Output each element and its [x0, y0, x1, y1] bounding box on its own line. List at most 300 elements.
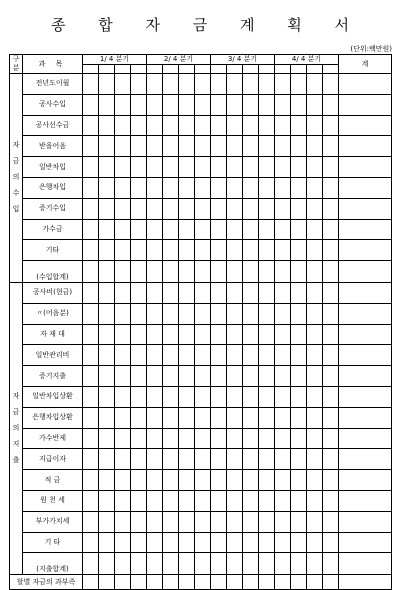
value-cell[interactable]: [147, 136, 163, 157]
value-cell[interactable]: [243, 303, 259, 324]
value-cell[interactable]: [243, 198, 259, 219]
value-cell[interactable]: [147, 198, 163, 219]
value-cell[interactable]: [227, 386, 243, 407]
value-cell[interactable]: [115, 115, 131, 136]
value-cell[interactable]: [275, 386, 291, 407]
value-cell[interactable]: [307, 449, 323, 470]
value-cell[interactable]: [227, 74, 243, 95]
value-cell[interactable]: [259, 157, 275, 178]
value-cell[interactable]: [211, 198, 227, 219]
value-cell[interactable]: [115, 303, 131, 324]
value-cell[interactable]: [227, 407, 243, 428]
value-cell[interactable]: [83, 449, 99, 470]
value-cell[interactable]: [147, 532, 163, 553]
value-cell[interactable]: [275, 115, 291, 136]
value-cell[interactable]: [243, 449, 259, 470]
value-cell[interactable]: [179, 219, 195, 240]
value-cell[interactable]: [307, 553, 323, 575]
value-cell[interactable]: [307, 324, 323, 345]
value-cell[interactable]: [323, 470, 339, 491]
value-cell[interactable]: [195, 449, 211, 470]
value-cell[interactable]: [99, 303, 115, 324]
value-cell[interactable]: [307, 345, 323, 366]
value-cell[interactable]: [83, 490, 99, 511]
value-cell[interactable]: [147, 115, 163, 136]
value-cell[interactable]: [323, 575, 339, 590]
value-cell[interactable]: [339, 115, 392, 136]
value-cell[interactable]: [307, 94, 323, 115]
value-cell[interactable]: [291, 261, 307, 283]
value-cell[interactable]: [259, 115, 275, 136]
value-cell[interactable]: [211, 470, 227, 491]
value-cell[interactable]: [179, 282, 195, 303]
value-cell[interactable]: [115, 324, 131, 345]
value-cell[interactable]: [99, 157, 115, 178]
value-cell[interactable]: [147, 324, 163, 345]
value-cell[interactable]: [83, 74, 99, 95]
value-cell[interactable]: [339, 157, 392, 178]
value-cell[interactable]: [179, 407, 195, 428]
value-cell[interactable]: [275, 157, 291, 178]
value-cell[interactable]: [179, 303, 195, 324]
value-cell[interactable]: [195, 198, 211, 219]
value-cell[interactable]: [323, 261, 339, 283]
value-cell[interactable]: [163, 74, 179, 95]
value-cell[interactable]: [275, 74, 291, 95]
value-cell[interactable]: [99, 345, 115, 366]
value-cell[interactable]: [147, 177, 163, 198]
value-cell[interactable]: [83, 177, 99, 198]
value-cell[interactable]: [307, 532, 323, 553]
value-cell[interactable]: [195, 261, 211, 283]
value-cell[interactable]: [179, 136, 195, 157]
value-cell[interactable]: [227, 470, 243, 491]
value-cell[interactable]: [291, 575, 307, 590]
value-cell[interactable]: [179, 490, 195, 511]
value-cell[interactable]: [243, 428, 259, 449]
value-cell[interactable]: [163, 470, 179, 491]
value-cell[interactable]: [323, 386, 339, 407]
value-cell[interactable]: [323, 177, 339, 198]
value-cell[interactable]: [291, 386, 307, 407]
value-cell[interactable]: [275, 198, 291, 219]
value-cell[interactable]: [275, 240, 291, 261]
value-cell[interactable]: [291, 74, 307, 95]
value-cell[interactable]: [83, 324, 99, 345]
value-cell[interactable]: [211, 261, 227, 283]
value-cell[interactable]: [227, 198, 243, 219]
value-cell[interactable]: [179, 511, 195, 532]
value-cell[interactable]: [179, 366, 195, 387]
value-cell[interactable]: [115, 74, 131, 95]
value-cell[interactable]: [211, 428, 227, 449]
value-cell[interactable]: [323, 532, 339, 553]
value-cell[interactable]: [163, 575, 179, 590]
value-cell[interactable]: [163, 240, 179, 261]
value-cell[interactable]: [179, 115, 195, 136]
value-cell[interactable]: [339, 303, 392, 324]
value-cell[interactable]: [275, 261, 291, 283]
value-cell[interactable]: [307, 74, 323, 95]
value-cell[interactable]: [115, 470, 131, 491]
value-cell[interactable]: [227, 282, 243, 303]
value-cell[interactable]: [259, 366, 275, 387]
value-cell[interactable]: [147, 553, 163, 575]
value-cell[interactable]: [259, 532, 275, 553]
value-cell[interactable]: [83, 282, 99, 303]
value-cell[interactable]: [291, 324, 307, 345]
value-cell[interactable]: [243, 115, 259, 136]
value-cell[interactable]: [99, 136, 115, 157]
value-cell[interactable]: [163, 511, 179, 532]
value-cell[interactable]: [227, 449, 243, 470]
value-cell[interactable]: [211, 240, 227, 261]
value-cell[interactable]: [99, 386, 115, 407]
value-cell[interactable]: [323, 449, 339, 470]
value-cell[interactable]: [131, 511, 147, 532]
value-cell[interactable]: [275, 177, 291, 198]
value-cell[interactable]: [99, 575, 115, 590]
value-cell[interactable]: [275, 532, 291, 553]
value-cell[interactable]: [259, 407, 275, 428]
value-cell[interactable]: [307, 198, 323, 219]
value-cell[interactable]: [179, 575, 195, 590]
value-cell[interactable]: [163, 261, 179, 283]
value-cell[interactable]: [99, 74, 115, 95]
value-cell[interactable]: [147, 575, 163, 590]
value-cell[interactable]: [307, 136, 323, 157]
value-cell[interactable]: [163, 553, 179, 575]
value-cell[interactable]: [227, 177, 243, 198]
value-cell[interactable]: [83, 428, 99, 449]
value-cell[interactable]: [227, 240, 243, 261]
value-cell[interactable]: [275, 282, 291, 303]
value-cell[interactable]: [307, 240, 323, 261]
value-cell[interactable]: [179, 345, 195, 366]
value-cell[interactable]: [211, 303, 227, 324]
value-cell[interactable]: [147, 470, 163, 491]
value-cell[interactable]: [179, 261, 195, 283]
value-cell[interactable]: [291, 303, 307, 324]
value-cell[interactable]: [115, 240, 131, 261]
value-cell[interactable]: [291, 366, 307, 387]
value-cell[interactable]: [211, 553, 227, 575]
value-cell[interactable]: [323, 407, 339, 428]
value-cell[interactable]: [115, 449, 131, 470]
value-cell[interactable]: [83, 198, 99, 219]
value-cell[interactable]: [227, 428, 243, 449]
value-cell[interactable]: [83, 386, 99, 407]
value-cell[interactable]: [339, 428, 392, 449]
value-cell[interactable]: [83, 115, 99, 136]
value-cell[interactable]: [99, 177, 115, 198]
value-cell[interactable]: [99, 470, 115, 491]
value-cell[interactable]: [99, 532, 115, 553]
value-cell[interactable]: [243, 136, 259, 157]
value-cell[interactable]: [307, 511, 323, 532]
value-cell[interactable]: [147, 74, 163, 95]
value-cell[interactable]: [147, 219, 163, 240]
value-cell[interactable]: [259, 511, 275, 532]
value-cell[interactable]: [275, 490, 291, 511]
value-cell[interactable]: [307, 219, 323, 240]
value-cell[interactable]: [243, 177, 259, 198]
value-cell[interactable]: [243, 94, 259, 115]
value-cell[interactable]: [323, 324, 339, 345]
value-cell[interactable]: [339, 177, 392, 198]
value-cell[interactable]: [339, 94, 392, 115]
value-cell[interactable]: [131, 115, 147, 136]
value-cell[interactable]: [131, 470, 147, 491]
value-cell[interactable]: [163, 386, 179, 407]
value-cell[interactable]: [307, 428, 323, 449]
value-cell[interactable]: [131, 407, 147, 428]
value-cell[interactable]: [243, 575, 259, 590]
value-cell[interactable]: [259, 177, 275, 198]
value-cell[interactable]: [163, 366, 179, 387]
value-cell[interactable]: [259, 553, 275, 575]
value-cell[interactable]: [131, 303, 147, 324]
value-cell[interactable]: [131, 240, 147, 261]
value-cell[interactable]: [115, 282, 131, 303]
value-cell[interactable]: [291, 198, 307, 219]
value-cell[interactable]: [115, 261, 131, 283]
value-cell[interactable]: [131, 366, 147, 387]
value-cell[interactable]: [115, 511, 131, 532]
value-cell[interactable]: [131, 553, 147, 575]
value-cell[interactable]: [307, 115, 323, 136]
value-cell[interactable]: [323, 428, 339, 449]
value-cell[interactable]: [275, 470, 291, 491]
value-cell[interactable]: [179, 386, 195, 407]
value-cell[interactable]: [131, 261, 147, 283]
value-cell[interactable]: [195, 136, 211, 157]
value-cell[interactable]: [163, 219, 179, 240]
value-cell[interactable]: [307, 303, 323, 324]
value-cell[interactable]: [211, 490, 227, 511]
value-cell[interactable]: [227, 136, 243, 157]
value-cell[interactable]: [83, 532, 99, 553]
value-cell[interactable]: [339, 261, 392, 283]
value-cell[interactable]: [83, 136, 99, 157]
value-cell[interactable]: [131, 575, 147, 590]
value-cell[interactable]: [339, 74, 392, 95]
value-cell[interactable]: [115, 345, 131, 366]
value-cell[interactable]: [99, 449, 115, 470]
value-cell[interactable]: [179, 198, 195, 219]
value-cell[interactable]: [83, 303, 99, 324]
value-cell[interactable]: [147, 261, 163, 283]
value-cell[interactable]: [291, 240, 307, 261]
value-cell[interactable]: [307, 177, 323, 198]
value-cell[interactable]: [115, 94, 131, 115]
value-cell[interactable]: [195, 74, 211, 95]
value-cell[interactable]: [243, 282, 259, 303]
value-cell[interactable]: [339, 575, 392, 590]
value-cell[interactable]: [307, 282, 323, 303]
value-cell[interactable]: [147, 490, 163, 511]
value-cell[interactable]: [339, 240, 392, 261]
value-cell[interactable]: [115, 366, 131, 387]
value-cell[interactable]: [275, 303, 291, 324]
value-cell[interactable]: [243, 219, 259, 240]
value-cell[interactable]: [259, 449, 275, 470]
value-cell[interactable]: [339, 470, 392, 491]
value-cell[interactable]: [227, 219, 243, 240]
value-cell[interactable]: [211, 177, 227, 198]
value-cell[interactable]: [83, 94, 99, 115]
value-cell[interactable]: [147, 157, 163, 178]
value-cell[interactable]: [291, 282, 307, 303]
value-cell[interactable]: [211, 449, 227, 470]
value-cell[interactable]: [179, 532, 195, 553]
value-cell[interactable]: [275, 345, 291, 366]
value-cell[interactable]: [339, 511, 392, 532]
value-cell[interactable]: [131, 449, 147, 470]
value-cell[interactable]: [211, 94, 227, 115]
value-cell[interactable]: [163, 428, 179, 449]
value-cell[interactable]: [99, 198, 115, 219]
value-cell[interactable]: [291, 136, 307, 157]
value-cell[interactable]: [147, 345, 163, 366]
value-cell[interactable]: [323, 115, 339, 136]
value-cell[interactable]: [131, 136, 147, 157]
value-cell[interactable]: [339, 386, 392, 407]
value-cell[interactable]: [163, 157, 179, 178]
value-cell[interactable]: [275, 449, 291, 470]
value-cell[interactable]: [291, 470, 307, 491]
value-cell[interactable]: [131, 386, 147, 407]
value-cell[interactable]: [211, 74, 227, 95]
value-cell[interactable]: [195, 157, 211, 178]
value-cell[interactable]: [147, 282, 163, 303]
value-cell[interactable]: [291, 553, 307, 575]
value-cell[interactable]: [83, 240, 99, 261]
value-cell[interactable]: [307, 470, 323, 491]
value-cell[interactable]: [211, 157, 227, 178]
value-cell[interactable]: [147, 94, 163, 115]
value-cell[interactable]: [147, 407, 163, 428]
value-cell[interactable]: [291, 407, 307, 428]
value-cell[interactable]: [227, 511, 243, 532]
value-cell[interactable]: [195, 94, 211, 115]
value-cell[interactable]: [99, 428, 115, 449]
value-cell[interactable]: [275, 428, 291, 449]
value-cell[interactable]: [243, 407, 259, 428]
value-cell[interactable]: [307, 366, 323, 387]
value-cell[interactable]: [243, 386, 259, 407]
value-cell[interactable]: [179, 553, 195, 575]
value-cell[interactable]: [83, 157, 99, 178]
value-cell[interactable]: [307, 490, 323, 511]
value-cell[interactable]: [259, 386, 275, 407]
value-cell[interactable]: [179, 94, 195, 115]
value-cell[interactable]: [195, 470, 211, 491]
value-cell[interactable]: [323, 198, 339, 219]
value-cell[interactable]: [83, 470, 99, 491]
value-cell[interactable]: [323, 74, 339, 95]
value-cell[interactable]: [259, 490, 275, 511]
value-cell[interactable]: [115, 407, 131, 428]
value-cell[interactable]: [339, 490, 392, 511]
value-cell[interactable]: [243, 366, 259, 387]
value-cell[interactable]: [195, 366, 211, 387]
value-cell[interactable]: [291, 219, 307, 240]
value-cell[interactable]: [243, 345, 259, 366]
value-cell[interactable]: [307, 157, 323, 178]
value-cell[interactable]: [243, 511, 259, 532]
value-cell[interactable]: [291, 94, 307, 115]
value-cell[interactable]: [307, 386, 323, 407]
value-cell[interactable]: [163, 532, 179, 553]
value-cell[interactable]: [131, 198, 147, 219]
value-cell[interactable]: [99, 219, 115, 240]
value-cell[interactable]: [163, 94, 179, 115]
value-cell[interactable]: [131, 157, 147, 178]
value-cell[interactable]: [291, 345, 307, 366]
value-cell[interactable]: [339, 136, 392, 157]
value-cell[interactable]: [131, 177, 147, 198]
value-cell[interactable]: [163, 282, 179, 303]
value-cell[interactable]: [307, 261, 323, 283]
value-cell[interactable]: [115, 136, 131, 157]
value-cell[interactable]: [163, 177, 179, 198]
value-cell[interactable]: [147, 428, 163, 449]
value-cell[interactable]: [259, 282, 275, 303]
value-cell[interactable]: [211, 219, 227, 240]
value-cell[interactable]: [323, 240, 339, 261]
value-cell[interactable]: [195, 532, 211, 553]
value-cell[interactable]: [83, 261, 99, 283]
value-cell[interactable]: [99, 366, 115, 387]
value-cell[interactable]: [83, 575, 99, 590]
value-cell[interactable]: [323, 345, 339, 366]
value-cell[interactable]: [259, 428, 275, 449]
value-cell[interactable]: [211, 136, 227, 157]
value-cell[interactable]: [227, 94, 243, 115]
value-cell[interactable]: [291, 449, 307, 470]
value-cell[interactable]: [115, 198, 131, 219]
value-cell[interactable]: [323, 219, 339, 240]
value-cell[interactable]: [147, 449, 163, 470]
value-cell[interactable]: [147, 366, 163, 387]
value-cell[interactable]: [179, 157, 195, 178]
value-cell[interactable]: [195, 407, 211, 428]
value-cell[interactable]: [259, 470, 275, 491]
value-cell[interactable]: [227, 115, 243, 136]
value-cell[interactable]: [291, 157, 307, 178]
value-cell[interactable]: [179, 74, 195, 95]
value-cell[interactable]: [227, 553, 243, 575]
value-cell[interactable]: [83, 407, 99, 428]
value-cell[interactable]: [163, 407, 179, 428]
value-cell[interactable]: [259, 261, 275, 283]
value-cell[interactable]: [339, 449, 392, 470]
value-cell[interactable]: [323, 553, 339, 575]
value-cell[interactable]: [259, 303, 275, 324]
value-cell[interactable]: [339, 407, 392, 428]
value-cell[interactable]: [163, 324, 179, 345]
value-cell[interactable]: [211, 282, 227, 303]
value-cell[interactable]: [339, 282, 392, 303]
value-cell[interactable]: [211, 324, 227, 345]
value-cell[interactable]: [195, 428, 211, 449]
value-cell[interactable]: [195, 177, 211, 198]
value-cell[interactable]: [115, 428, 131, 449]
value-cell[interactable]: [99, 490, 115, 511]
value-cell[interactable]: [115, 219, 131, 240]
value-cell[interactable]: [131, 490, 147, 511]
